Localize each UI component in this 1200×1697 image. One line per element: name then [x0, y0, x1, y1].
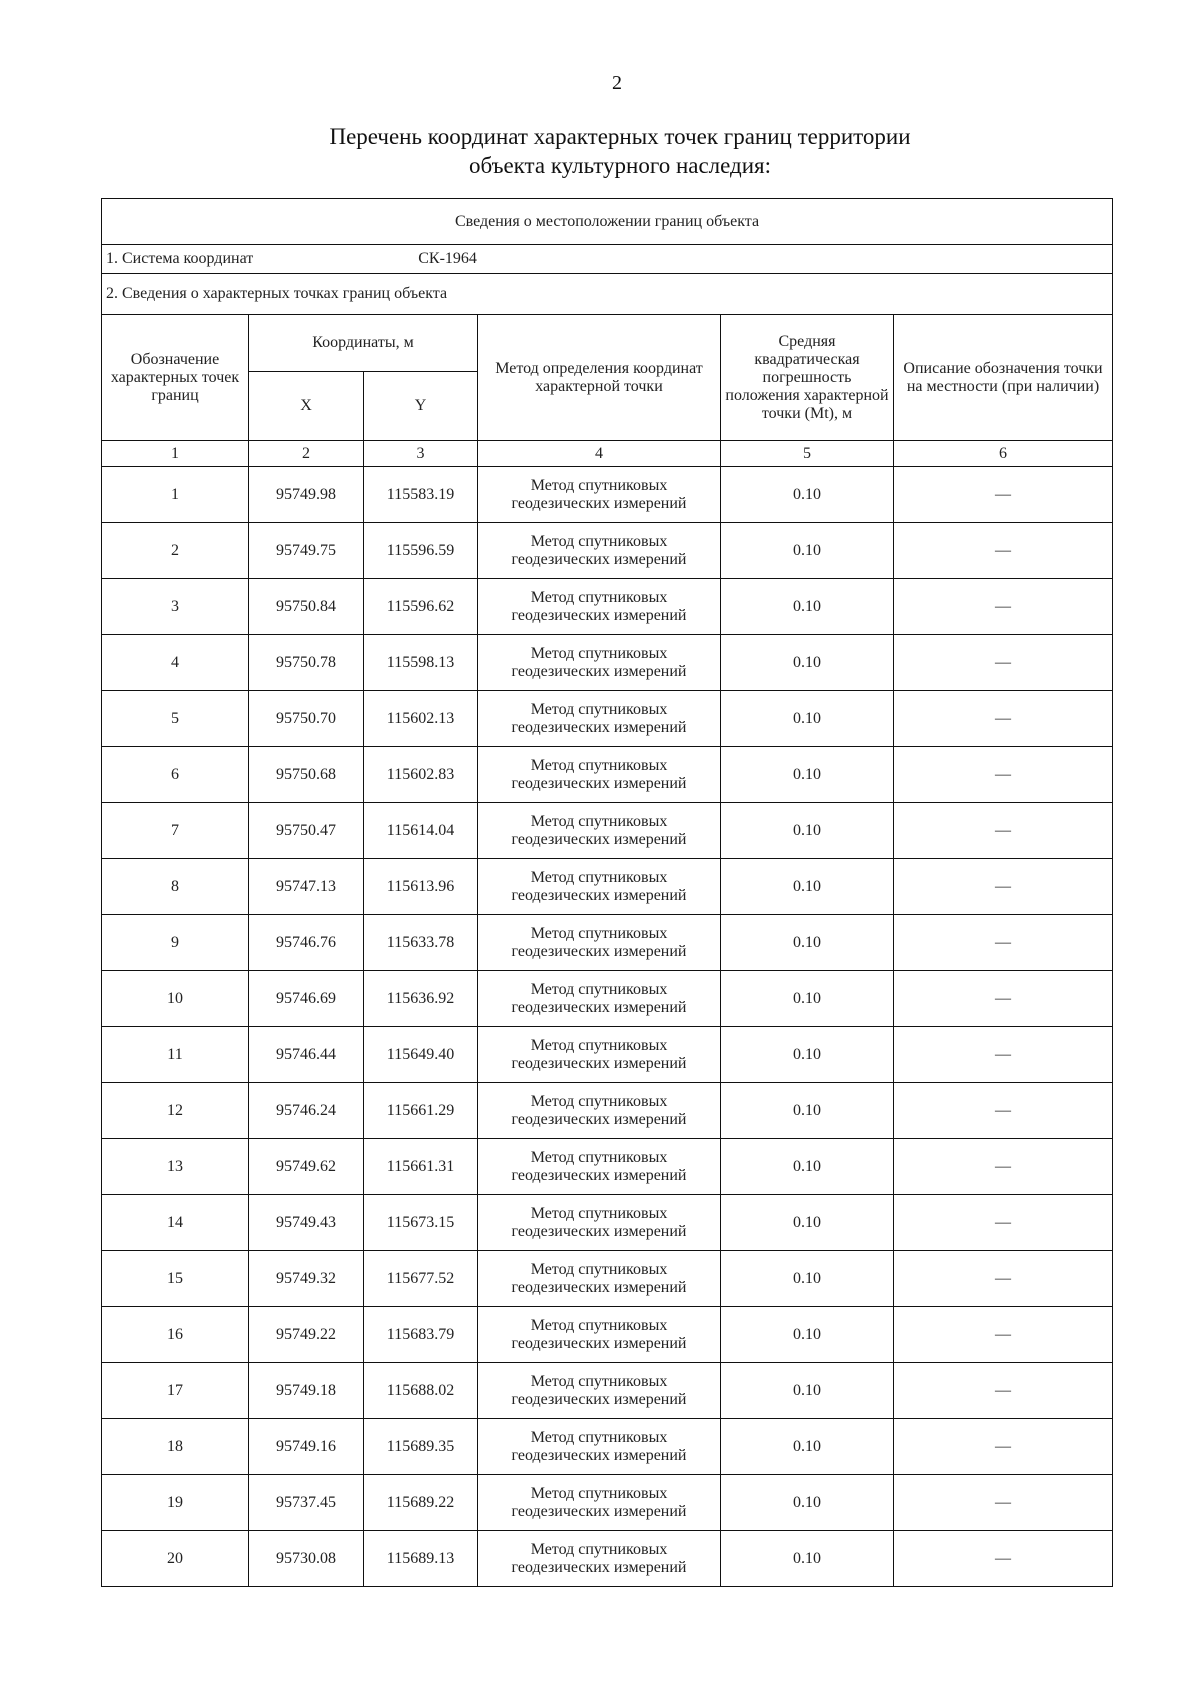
section-title: Сведения о местоположении границ объекта	[102, 199, 1113, 245]
method	[478, 1139, 721, 1195]
mean-square-error: 0.10	[721, 1363, 894, 1419]
mean-square-error: 0.10	[721, 747, 894, 803]
point-description: —	[894, 1419, 1113, 1475]
method-line-2: геодезических измерений	[511, 1502, 687, 1520]
points-info-label: 2. Сведения о характерных точках границ объекта	[102, 274, 1113, 315]
method-line-1: Метод спутниковых	[530, 1204, 668, 1222]
header-row-1	[102, 315, 1113, 372]
page-number: 2	[612, 72, 622, 94]
method-line-1: Метод спутниковых	[530, 924, 668, 942]
coord-system-label: 1. Система координат	[106, 250, 254, 267]
mean-square-error: 0.10	[721, 1531, 894, 1587]
method	[478, 635, 721, 691]
point-description: —	[894, 523, 1113, 579]
coord-y: 115602.83	[364, 747, 478, 803]
column-number: 1	[102, 441, 249, 467]
method-line-2: геодезических измерений	[511, 1166, 687, 1184]
method-line-2: геодезических измерений	[511, 1558, 687, 1576]
mean-square-error: 0.10	[721, 803, 894, 859]
point-number: 4	[102, 635, 249, 691]
coord-x: 95750.70	[249, 691, 364, 747]
mean-square-error: 0.10	[721, 915, 894, 971]
column-number: 3	[364, 441, 478, 467]
coord-y: 115636.92	[364, 971, 478, 1027]
table-row	[102, 1363, 1113, 1419]
coord-x: 95737.45	[249, 1475, 364, 1531]
coord-y: 115689.13	[364, 1531, 478, 1587]
mean-square-error: 0.10	[721, 859, 894, 915]
point-description: —	[894, 1475, 1113, 1531]
point-description: —	[894, 1195, 1113, 1251]
point-description: —	[894, 467, 1113, 523]
point-number: 18	[102, 1419, 249, 1475]
coord-x: 95747.13	[249, 859, 364, 915]
method	[478, 747, 721, 803]
coord-y: 115598.13	[364, 635, 478, 691]
method-line-1: Метод спутниковых	[530, 1428, 668, 1446]
table-row	[102, 1475, 1113, 1531]
method-line-2: геодезических измерений	[511, 1278, 687, 1296]
header-method: Метод определения координат характерной точки	[478, 315, 721, 441]
method-line-2: геодезических измерений	[511, 1222, 687, 1240]
mean-square-error: 0.10	[721, 1307, 894, 1363]
coord-y: 115683.79	[364, 1307, 478, 1363]
method	[478, 1363, 721, 1419]
method-line-2: геодезических измерений	[511, 830, 687, 848]
method-line-2: геодезических измерений	[511, 550, 687, 568]
table-row	[102, 579, 1113, 635]
mean-square-error: 0.10	[721, 635, 894, 691]
point-description: —	[894, 1251, 1113, 1307]
point-number: 1	[102, 467, 249, 523]
header-description: Описание обозначения точки на местности (при наличии)	[894, 315, 1113, 441]
method-line-1: Метод спутниковых	[530, 476, 668, 494]
method-line-2: геодезических измерений	[511, 886, 687, 904]
coord-y: 115673.15	[364, 1195, 478, 1251]
method	[478, 915, 721, 971]
method	[478, 971, 721, 1027]
method-line-2: геодезических измерений	[511, 998, 687, 1016]
coord-x: 95749.43	[249, 1195, 364, 1251]
method-line-2: геодезических измерений	[511, 942, 687, 960]
method-line-1: Метод спутниковых	[530, 1036, 668, 1054]
coord-x: 95750.68	[249, 747, 364, 803]
method-line-1: Метод спутниковых	[530, 1540, 668, 1558]
mean-square-error: 0.10	[721, 467, 894, 523]
point-number: 14	[102, 1195, 249, 1251]
mean-square-error: 0.10	[721, 971, 894, 1027]
coord-y: 115613.96	[364, 859, 478, 915]
point-description: —	[894, 859, 1113, 915]
method-line-1: Метод спутниковых	[530, 1316, 668, 1334]
point-description: —	[894, 915, 1113, 971]
table-row	[102, 523, 1113, 579]
method-line-2: геодезических измерений	[511, 606, 687, 624]
coord-y: 115596.62	[364, 579, 478, 635]
point-number: 13	[102, 1139, 249, 1195]
coord-x: 95746.76	[249, 915, 364, 971]
method-line-1: Метод спутниковых	[530, 1260, 668, 1278]
mean-square-error: 0.10	[721, 1027, 894, 1083]
method-line-2: геодезических измерений	[511, 1110, 687, 1128]
method	[478, 1475, 721, 1531]
point-description: —	[894, 1027, 1113, 1083]
point-number: 2	[102, 523, 249, 579]
method-line-1: Метод спутниковых	[530, 700, 668, 718]
point-description: —	[894, 803, 1113, 859]
table-row	[102, 1419, 1113, 1475]
title-line-2: объекта культурного наследия:	[468, 153, 772, 178]
point-number: 3	[102, 579, 249, 635]
coord-x: 95750.84	[249, 579, 364, 635]
coord-x: 95749.62	[249, 1139, 364, 1195]
coord-y: 115583.19	[364, 467, 478, 523]
coord-y: 115689.22	[364, 1475, 478, 1531]
method	[478, 1251, 721, 1307]
method	[478, 1307, 721, 1363]
method-line-2: геодезических измерений	[511, 1054, 687, 1072]
header-x: X	[249, 372, 364, 441]
table-row	[102, 635, 1113, 691]
points-info-row	[102, 274, 1113, 315]
column-number: 2	[249, 441, 364, 467]
coord-x: 95749.32	[249, 1251, 364, 1307]
table-row	[102, 1195, 1113, 1251]
document-title	[0, 122, 1200, 180]
coord-x: 95746.44	[249, 1027, 364, 1083]
table-row	[102, 859, 1113, 915]
table-row	[102, 1251, 1113, 1307]
coord-x: 95730.08	[249, 1531, 364, 1587]
section-title-row	[102, 199, 1113, 245]
point-number: 15	[102, 1251, 249, 1307]
table-row	[102, 691, 1113, 747]
point-number: 8	[102, 859, 249, 915]
table-row	[102, 803, 1113, 859]
table-row	[102, 1307, 1113, 1363]
table-row	[102, 915, 1113, 971]
header-error: Средняя квадратическая погрешность положения характерной точки (Mt), м	[721, 315, 894, 441]
column-number: 6	[894, 441, 1113, 467]
coord-y: 115689.35	[364, 1419, 478, 1475]
table-row	[102, 1139, 1113, 1195]
mean-square-error: 0.10	[721, 1475, 894, 1531]
method	[478, 467, 721, 523]
point-number: 9	[102, 915, 249, 971]
table-row	[102, 971, 1113, 1027]
table-row	[102, 467, 1113, 523]
method-line-1: Метод спутниковых	[530, 532, 668, 550]
method	[478, 691, 721, 747]
method	[478, 523, 721, 579]
column-number: 5	[721, 441, 894, 467]
method-line-1: Метод спутниковых	[530, 1092, 668, 1110]
method	[478, 1195, 721, 1251]
title-line-1: Перечень координат характерных точек границ территории	[329, 124, 911, 149]
method	[478, 1083, 721, 1139]
method-line-2: геодезических измерений	[511, 1390, 687, 1408]
method-line-1: Метод спутниковых	[530, 1484, 668, 1502]
method-line-1: Метод спутниковых	[530, 644, 668, 662]
point-number: 6	[102, 747, 249, 803]
coord-x: 95746.24	[249, 1083, 364, 1139]
coord-y: 115649.40	[364, 1027, 478, 1083]
coord-x: 95749.75	[249, 523, 364, 579]
mean-square-error: 0.10	[721, 1195, 894, 1251]
table-row	[102, 1027, 1113, 1083]
point-description: —	[894, 1531, 1113, 1587]
column-number: 4	[478, 441, 721, 467]
method	[478, 579, 721, 635]
coord-x: 95749.98	[249, 467, 364, 523]
point-description: —	[894, 1307, 1113, 1363]
method	[478, 1027, 721, 1083]
method-line-2: геодезических измерений	[511, 1334, 687, 1352]
method-line-2: геодезических измерений	[511, 1446, 687, 1464]
method-line-1: Метод спутниковых	[530, 812, 668, 830]
table-row	[102, 1531, 1113, 1587]
mean-square-error: 0.10	[721, 691, 894, 747]
header-coordinates: Координаты, м	[249, 315, 478, 372]
header-designation: Обозначение характерных точек границ	[102, 315, 249, 441]
mean-square-error: 0.10	[721, 1083, 894, 1139]
point-description: —	[894, 1083, 1113, 1139]
coord-x: 95749.16	[249, 1419, 364, 1475]
point-description: —	[894, 691, 1113, 747]
point-number: 16	[102, 1307, 249, 1363]
column-numbers-row	[102, 441, 1113, 467]
mean-square-error: 0.10	[721, 523, 894, 579]
point-description: —	[894, 747, 1113, 803]
point-description: —	[894, 1363, 1113, 1419]
method	[478, 859, 721, 915]
method	[478, 1531, 721, 1587]
method-line-2: геодезических измерений	[511, 494, 687, 512]
point-number: 19	[102, 1475, 249, 1531]
mean-square-error: 0.10	[721, 1419, 894, 1475]
method-line-2: геодезических измерений	[511, 662, 687, 680]
point-number: 5	[102, 691, 249, 747]
coord-y: 115596.59	[364, 523, 478, 579]
point-number: 12	[102, 1083, 249, 1139]
mean-square-error: 0.10	[721, 1251, 894, 1307]
coord-x: 95749.22	[249, 1307, 364, 1363]
method	[478, 803, 721, 859]
point-number: 10	[102, 971, 249, 1027]
point-description: —	[894, 971, 1113, 1027]
point-description: —	[894, 1139, 1113, 1195]
method-line-1: Метод спутниковых	[530, 756, 668, 774]
mean-square-error: 0.10	[721, 579, 894, 635]
table-row	[102, 747, 1113, 803]
point-number: 17	[102, 1363, 249, 1419]
method	[478, 1419, 721, 1475]
point-description: —	[894, 635, 1113, 691]
coord-x: 95750.47	[249, 803, 364, 859]
method-line-2: геодезических измерений	[511, 774, 687, 792]
point-number: 7	[102, 803, 249, 859]
method-line-1: Метод спутниковых	[530, 1148, 668, 1166]
point-number: 20	[102, 1531, 249, 1587]
coord-x: 95746.69	[249, 971, 364, 1027]
mean-square-error: 0.10	[721, 1139, 894, 1195]
point-description: —	[894, 579, 1113, 635]
coord-x: 95749.18	[249, 1363, 364, 1419]
coord-y: 115614.04	[364, 803, 478, 859]
coord-system-row	[102, 245, 1113, 274]
point-number: 11	[102, 1027, 249, 1083]
coord-y: 115661.31	[364, 1139, 478, 1195]
coord-y: 115633.78	[364, 915, 478, 971]
method-line-2: геодезических измерений	[511, 718, 687, 736]
coord-y: 115602.13	[364, 691, 478, 747]
coord-y: 115677.52	[364, 1251, 478, 1307]
coord-system-cell	[102, 245, 1113, 274]
coord-x: 95750.78	[249, 635, 364, 691]
coord-system-value: СК-1964	[418, 250, 477, 267]
table-row	[102, 1083, 1113, 1139]
method-line-1: Метод спутниковых	[530, 868, 668, 886]
coord-y: 115688.02	[364, 1363, 478, 1419]
method-line-1: Метод спутниковых	[530, 980, 668, 998]
coordinates-table	[101, 198, 1113, 1587]
coord-y: 115661.29	[364, 1083, 478, 1139]
method-line-1: Метод спутниковых	[530, 588, 668, 606]
header-y: Y	[364, 372, 478, 441]
method-line-1: Метод спутниковых	[530, 1372, 668, 1390]
